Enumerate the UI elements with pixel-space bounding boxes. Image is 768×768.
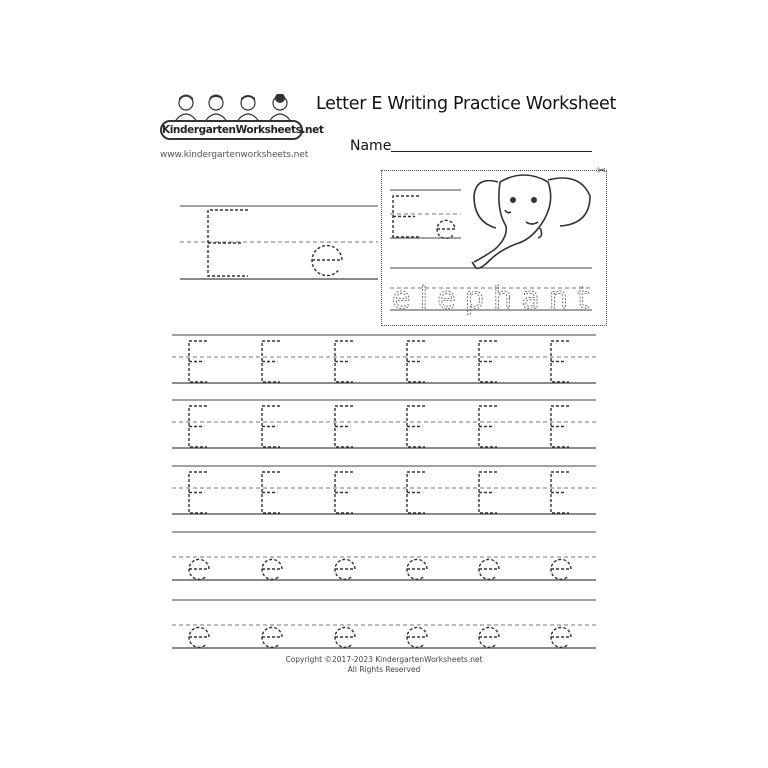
lowercase-row-1 bbox=[172, 532, 596, 580]
name-label: Name bbox=[350, 138, 392, 154]
demo-uppercase-e bbox=[208, 210, 248, 276]
traced-uppercase-e bbox=[407, 472, 425, 513]
traced-uppercase-e bbox=[335, 406, 353, 447]
card-uppercase-e bbox=[393, 196, 419, 237]
demo-lowercase-e bbox=[312, 246, 342, 276]
traced-uppercase-e bbox=[262, 472, 280, 513]
traced-lowercase-e bbox=[551, 627, 571, 647]
page-title: Letter E Writing Practice Worksheet bbox=[316, 94, 617, 114]
traced-uppercase-e bbox=[335, 472, 353, 513]
rights-line: All Rights Reserved bbox=[347, 665, 421, 674]
traced-uppercase-e bbox=[335, 341, 353, 382]
copyright-notice bbox=[0, 655, 768, 675]
card-lowercase-e bbox=[437, 220, 455, 238]
traced-uppercase-e bbox=[551, 341, 569, 382]
traced-uppercase-e bbox=[407, 406, 425, 447]
traced-lowercase-e bbox=[262, 559, 282, 579]
elephant-icon bbox=[472, 175, 590, 268]
traced-word: elephant bbox=[392, 281, 590, 316]
traced-uppercase-e bbox=[551, 406, 569, 447]
lowercase-row-2 bbox=[172, 600, 596, 648]
traced-uppercase-e bbox=[407, 341, 425, 382]
scissor-icon: ✂ bbox=[597, 164, 607, 177]
uppercase-row-2 bbox=[172, 400, 596, 448]
traced-lowercase-e bbox=[189, 559, 209, 579]
traced-uppercase-e bbox=[479, 406, 497, 447]
traced-lowercase-e bbox=[479, 627, 499, 647]
traced-lowercase-e bbox=[335, 559, 355, 579]
traced-uppercase-e bbox=[189, 472, 207, 513]
traced-lowercase-e bbox=[407, 627, 427, 647]
traced-uppercase-e bbox=[189, 341, 207, 382]
brand-url: www.kindergartenworksheets.net bbox=[160, 150, 309, 160]
uppercase-row-3 bbox=[172, 466, 596, 514]
traced-lowercase-e bbox=[407, 559, 427, 579]
traced-uppercase-e bbox=[479, 472, 497, 513]
traced-uppercase-e bbox=[479, 341, 497, 382]
traced-uppercase-e bbox=[189, 406, 207, 447]
uppercase-row-1 bbox=[172, 335, 596, 383]
traced-uppercase-e bbox=[262, 341, 280, 382]
traced-lowercase-e bbox=[335, 627, 355, 647]
traced-lowercase-e bbox=[551, 559, 571, 579]
copyright-line: Copyright ©2017-2023 KindergartenWorksheets.net bbox=[285, 655, 483, 664]
brand-logo-text: KindergartenWorksheets.net bbox=[160, 120, 303, 140]
traced-lowercase-e bbox=[479, 559, 499, 579]
traced-uppercase-e bbox=[551, 472, 569, 513]
traced-lowercase-e bbox=[189, 627, 209, 647]
traced-uppercase-e bbox=[262, 406, 280, 447]
traced-lowercase-e bbox=[262, 627, 282, 647]
